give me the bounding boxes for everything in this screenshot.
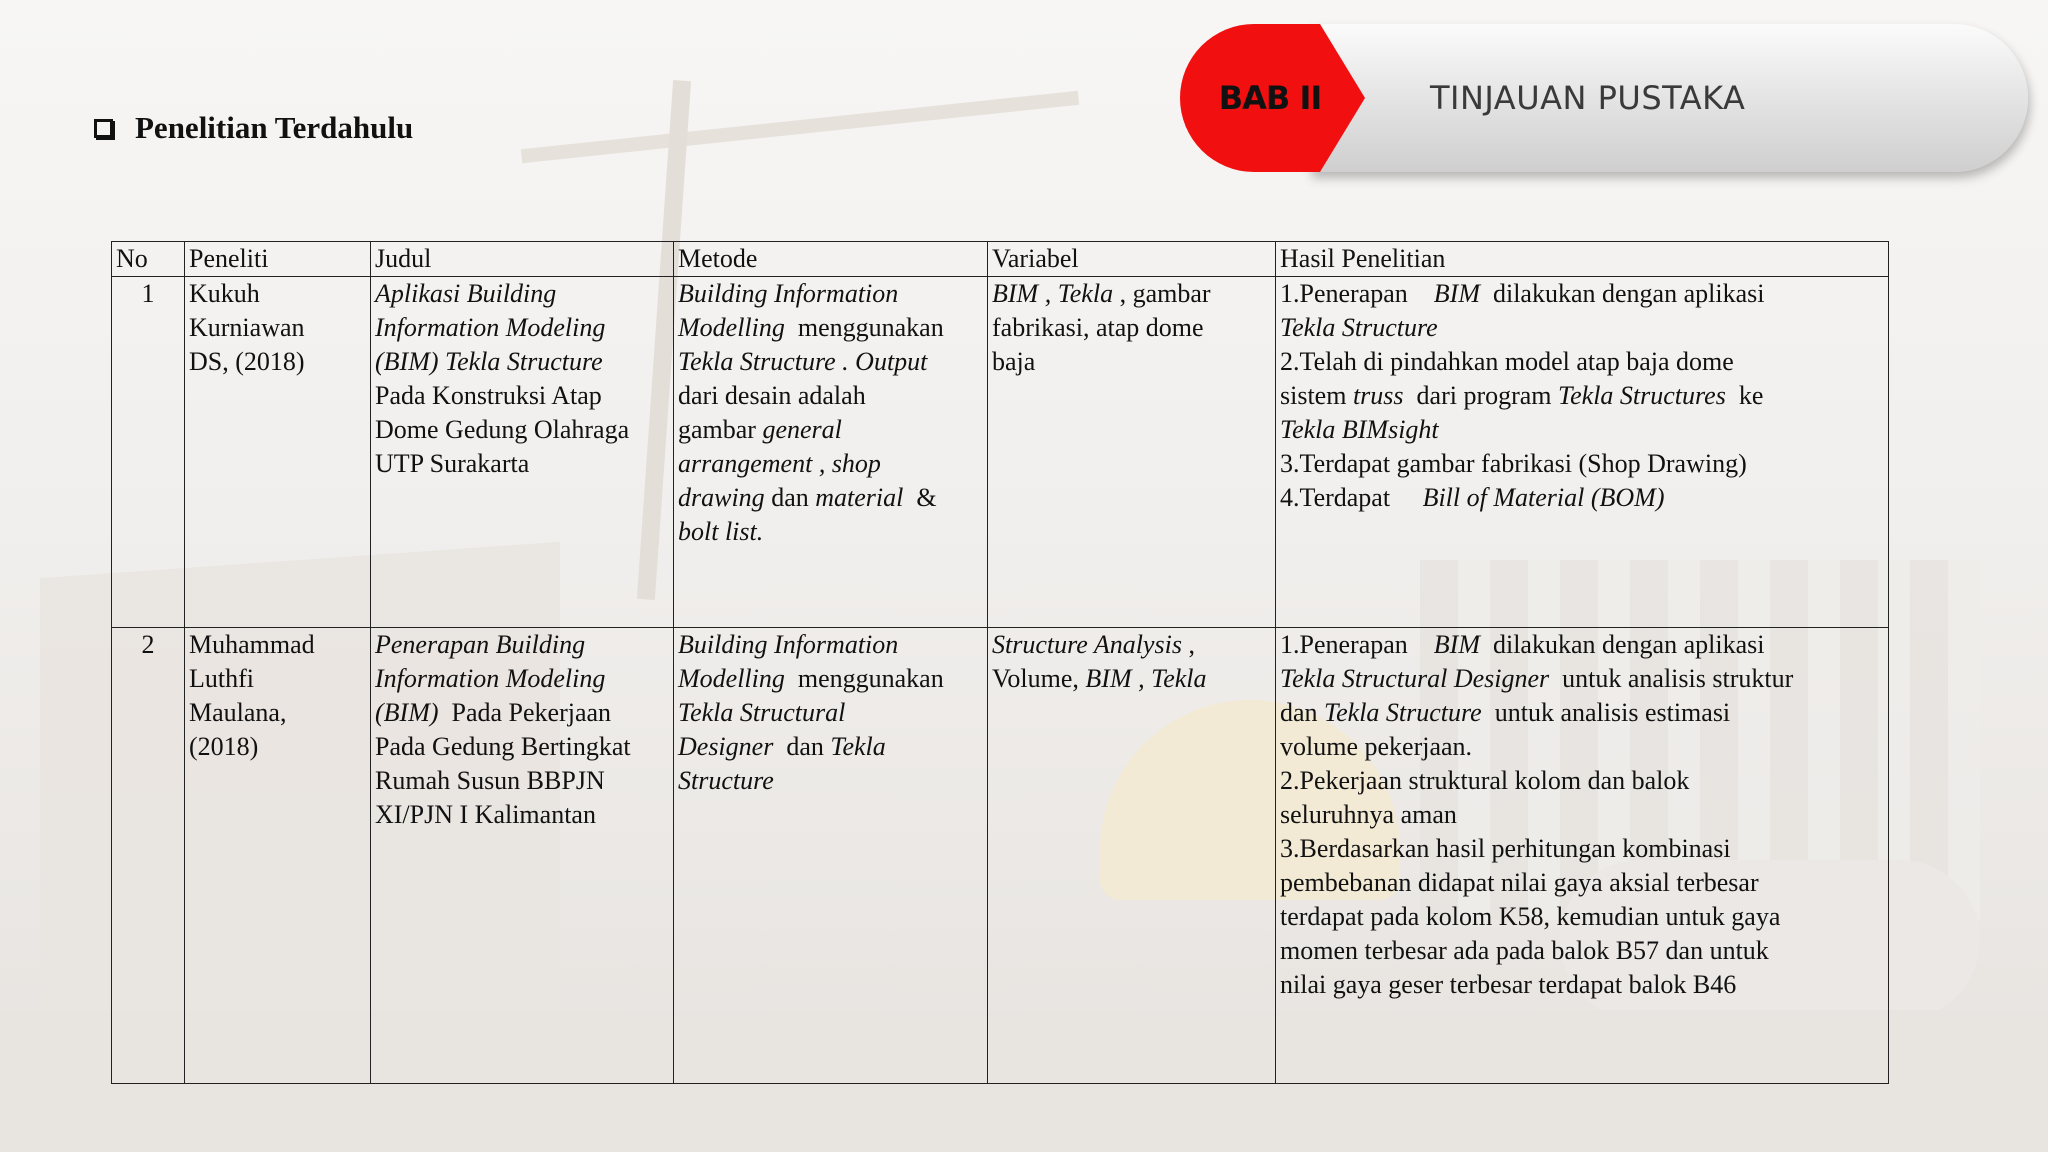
cell-judul bbox=[371, 628, 674, 1084]
variabel-fragment: , gambar bbox=[1119, 279, 1211, 308]
crane-jib bbox=[521, 91, 1079, 163]
metode-line: dari desain adalah bbox=[678, 381, 866, 410]
hasil-line bbox=[1280, 628, 1884, 662]
hasil-fragment: 4.Terdapat bbox=[1280, 483, 1391, 512]
hasil-line: terdapat pada kolom K58, kemudian untuk gaya bbox=[1280, 902, 1781, 931]
peneliti-line: Kurniawan bbox=[189, 313, 305, 342]
metode-line: Structure bbox=[678, 766, 774, 795]
judul-line: UTP Surakarta bbox=[375, 449, 530, 478]
variabel-fragment: Structure Analysis bbox=[992, 630, 1182, 659]
hasil-line: 2.Pekerjaan struktural kolom dan balok bbox=[1280, 766, 1690, 795]
hasil-line bbox=[1280, 379, 1884, 413]
metode-line: bolt list. bbox=[678, 517, 764, 546]
cell-no: 2 bbox=[112, 628, 185, 1084]
variabel-fragment: , bbox=[1188, 630, 1195, 659]
variabel-fragment: Volume, bbox=[992, 664, 1079, 693]
judul-line: Dome Gedung Olahraga bbox=[375, 415, 630, 444]
hasil-line: nilai gaya geser terbesar terdapat balok B46 bbox=[1280, 970, 1737, 999]
hasil-line: pembebanan didapat nilai gaya aksial terbesar bbox=[1280, 868, 1759, 897]
metode-line bbox=[678, 730, 983, 764]
hasil-line: momen terbesar ada pada balok B57 dan untuk bbox=[1280, 936, 1769, 965]
metode-fragment: general bbox=[762, 415, 842, 444]
metode-line: arrangement , shop bbox=[678, 449, 881, 478]
variabel-line: baja bbox=[992, 347, 1036, 376]
metode-fragment: Modelling bbox=[678, 313, 785, 342]
metode-line bbox=[678, 413, 983, 447]
cell-peneliti bbox=[185, 277, 371, 628]
hasil-line: volume pekerjaan. bbox=[1280, 732, 1473, 761]
hasil-line: Tekla Structure bbox=[1280, 313, 1438, 342]
peneliti-line: Kukuh bbox=[189, 279, 260, 308]
research-table bbox=[111, 241, 1889, 1084]
cell-hasil bbox=[1276, 277, 1889, 628]
hasil-line bbox=[1280, 662, 1884, 696]
judul-line: XI/PJN I Kalimantan bbox=[375, 800, 596, 829]
hasil-fragment: Tekla Structure bbox=[1324, 698, 1482, 727]
metode-fragment: Designer bbox=[678, 732, 774, 761]
peneliti-line: (2018) bbox=[189, 732, 259, 761]
judul-line: Information Modeling bbox=[375, 664, 606, 693]
hasil-fragment: BIM bbox=[1433, 279, 1480, 308]
cell-variabel bbox=[988, 628, 1276, 1084]
judul-line: Rumah Susun BBPJN bbox=[375, 766, 605, 795]
hasil-fragment: untuk analisis estimasi bbox=[1494, 698, 1731, 727]
hasil-fragment: dilakukan dengan aplikasi bbox=[1492, 630, 1765, 659]
hasil-fragment: dari program bbox=[1416, 381, 1552, 410]
hasil-fragment: sistem bbox=[1280, 381, 1347, 410]
hasil-fragment: dan bbox=[1280, 698, 1318, 727]
metode-line bbox=[678, 311, 983, 345]
hasil-line: seluruhnya aman bbox=[1280, 800, 1457, 829]
variabel-line: fabrikasi, atap dome bbox=[992, 313, 1204, 342]
judul-fragment: (BIM) bbox=[375, 698, 439, 727]
hasil-fragment: 1.Penerapan bbox=[1280, 630, 1408, 659]
variabel-line bbox=[992, 277, 1271, 311]
judul-line: Aplikasi Building bbox=[375, 279, 557, 308]
checkbox-icon bbox=[94, 119, 113, 138]
cell-metode bbox=[674, 628, 988, 1084]
judul-line: Information Modeling bbox=[375, 313, 606, 342]
judul-line bbox=[375, 696, 669, 730]
hasil-line: 2.Telah di pindahkan model atap baja dome bbox=[1280, 347, 1734, 376]
hasil-line: Tekla BIMsight bbox=[1280, 415, 1439, 444]
chapter-title: TINJAUAN PUSTAKA bbox=[1430, 79, 1746, 117]
judul-line: Penerapan Building bbox=[375, 630, 586, 659]
variabel-line bbox=[992, 628, 1271, 662]
table-row bbox=[112, 277, 1889, 628]
cell-peneliti bbox=[185, 628, 371, 1084]
metode-fragment: drawing bbox=[678, 483, 765, 512]
column-header-no: No bbox=[112, 242, 185, 277]
metode-fragment: material bbox=[815, 483, 904, 512]
metode-line: Tekla Structural bbox=[678, 698, 846, 727]
table-header-row bbox=[112, 242, 1889, 277]
metode-fragment: gambar bbox=[678, 415, 756, 444]
metode-line: Tekla Structure . Output bbox=[678, 347, 928, 376]
peneliti-line: Luthfi bbox=[189, 664, 254, 693]
hasil-fragment: truss bbox=[1352, 381, 1404, 410]
hasil-fragment: Tekla Structural Designer bbox=[1280, 664, 1550, 693]
section-title: Penelitian Terdahulu bbox=[135, 110, 414, 145]
metode-line: Building Information bbox=[678, 279, 899, 308]
metode-fragment: menggunakan bbox=[797, 313, 944, 342]
column-header-judul: Judul bbox=[371, 242, 674, 277]
cell-variabel bbox=[988, 277, 1276, 628]
variabel-fragment: BIM , Tekla bbox=[992, 279, 1114, 308]
metode-fragment: dan bbox=[786, 732, 824, 761]
section-heading bbox=[94, 108, 413, 148]
judul-fragment: Pada Pekerjaan bbox=[451, 698, 612, 727]
metode-fragment: & bbox=[916, 483, 937, 512]
hasil-fragment: Bill of Material (BOM) bbox=[1422, 483, 1665, 512]
hasil-line bbox=[1280, 481, 1884, 515]
column-header-metode: Metode bbox=[674, 242, 988, 277]
hasil-line: 3.Berdasarkan hasil perhitungan kombinasi bbox=[1280, 834, 1731, 863]
hasil-line: 3.Terdapat gambar fabrikasi (Shop Drawing) bbox=[1280, 449, 1747, 478]
metode-fragment: Modelling bbox=[678, 664, 785, 693]
chapter-badge bbox=[1180, 24, 2030, 174]
peneliti-line: DS, (2018) bbox=[189, 347, 305, 376]
metode-line: Building Information bbox=[678, 630, 899, 659]
chapter-number: BAB II bbox=[1218, 79, 1322, 117]
judul-line: Pada Gedung Bertingkat bbox=[375, 732, 631, 761]
hasil-fragment: dilakukan dengan aplikasi bbox=[1492, 279, 1765, 308]
variabel-line bbox=[992, 662, 1271, 696]
hasil-fragment: BIM bbox=[1433, 630, 1480, 659]
cell-judul bbox=[371, 277, 674, 628]
hasil-fragment: 1.Penerapan bbox=[1280, 279, 1408, 308]
hasil-line bbox=[1280, 696, 1884, 730]
metode-line bbox=[678, 481, 983, 515]
hasil-line bbox=[1280, 277, 1884, 311]
peneliti-line: Muhammad bbox=[189, 630, 315, 659]
hasil-fragment: ke bbox=[1738, 381, 1764, 410]
hasil-fragment: untuk analisis struktur bbox=[1562, 664, 1794, 693]
metode-fragment: dan bbox=[771, 483, 809, 512]
metode-line bbox=[678, 662, 983, 696]
peneliti-line: Maulana, bbox=[189, 698, 287, 727]
judul-line: (BIM) Tekla Structure bbox=[375, 347, 603, 376]
table-row bbox=[112, 628, 1889, 1084]
column-header-variabel: Variabel bbox=[988, 242, 1276, 277]
metode-fragment: menggunakan bbox=[797, 664, 944, 693]
cell-hasil bbox=[1276, 628, 1889, 1084]
cell-no: 1 bbox=[112, 277, 185, 628]
judul-line: Pada Konstruksi Atap bbox=[375, 381, 602, 410]
column-header-peneliti: Peneliti bbox=[185, 242, 371, 277]
column-header-hasil: Hasil Penelitian bbox=[1276, 242, 1889, 277]
variabel-fragment: BIM , Tekla bbox=[1085, 664, 1207, 693]
hasil-fragment: Tekla Structures bbox=[1558, 381, 1726, 410]
metode-fragment: Tekla bbox=[830, 732, 886, 761]
cell-metode bbox=[674, 277, 988, 628]
